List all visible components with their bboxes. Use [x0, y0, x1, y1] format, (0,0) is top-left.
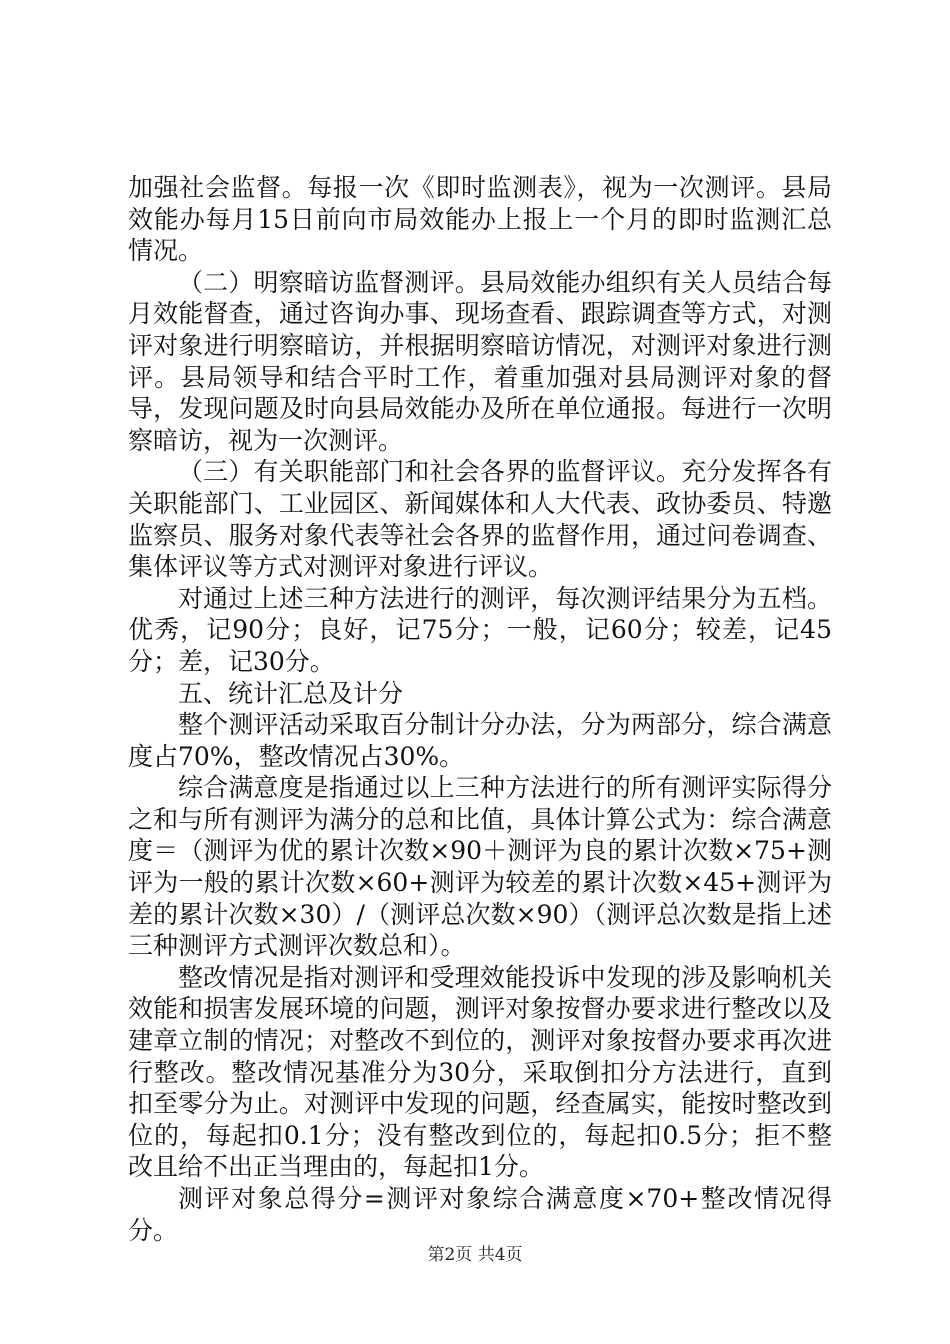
paragraph-scoring-method: 整个测评活动采取百分制计分办法，分为两部分，综合满意度占70%，整改情况占30%。 — [128, 710, 832, 771]
paragraph-rectification: 整改情况是指对测评和受理效能投诉中发现的涉及影响机关效能和损害发展环境的问题，测评对象按督办要求进行整改以及建章立制的情况；对整改不到位的，测评对象按督办要求再次进行整改。整改情况基准分为30分，采取倒扣分方法进行，直到扣至零分为止。对测评中发现的问题，经查属实，能按时整改到位的，每起扣0.1分；没有整改到位的，每起扣0.5分；拒不整改且给不出正当理由的，每起扣1分。 — [128, 962, 832, 1182]
paragraph-satisfaction-formula: 综合满意度是指通过以上三种方法进行的所有测评实际得分之和与所有测评为满分的总和比值，具体计算公式为：综合满意度＝（测评为优的累计次数×90＋测评为良的累计次数×75+测评为一般的累计次数×60+测评为较差的累计次数×45+测评为差的累计次数×30）/（测评总次数×90）（测评总次数是指上述三种测评方式测评次数总和）。 — [128, 773, 832, 961]
section-heading-statistics: 五、统计汇总及计分 — [178, 678, 404, 708]
paragraph-section-2-inspection: （二）明察暗访监督测评。县局效能办组织有关人员结合每月效能督查，通过咨询办事、现场查看、跟踪调查等方式，对测评对象进行明察暗访，并根据明察暗访情况，对测评对象进行测评。县局领导和结合平时工作，着重加强对县局测评对象的督导，发现问题及时向县局效能办及所在单位通报。每进行一次明察暗访，视为一次测评。 — [128, 267, 832, 455]
page-number-label: 第2页 共4页 — [427, 1245, 523, 1265]
paragraph-continued-supervision: 加强社会监督。每报一次《即时监测表》，视为一次测评。县局效能办每月15日前向市局效能办上报上一个月的即时监测汇总情况。 — [128, 173, 832, 266]
document-body — [128, 172, 832, 1246]
paragraph-section-3-evaluation: （三）有关职能部门和社会各界的监督评议。充分发挥各有关职能部门、工业园区、新闻媒体和人大代表、政协委员、特邀监察员、服务对象代表等社会各界的监督作用，通过问卷调查、集体评议等方式对测评对象进行评议。 — [128, 457, 832, 582]
paragraph-scoring-levels: 对通过上述三种方法进行的测评，每次测评结果分为五档。优秀，记90分；良好，记75分；一般，记60分；较差，记45分；差，记30分。 — [128, 583, 832, 676]
page-footer — [0, 1244, 950, 1266]
paragraph-total-score: 测评对象总得分=测评对象综合满意度×70+整改情况得分。 — [128, 1184, 832, 1245]
